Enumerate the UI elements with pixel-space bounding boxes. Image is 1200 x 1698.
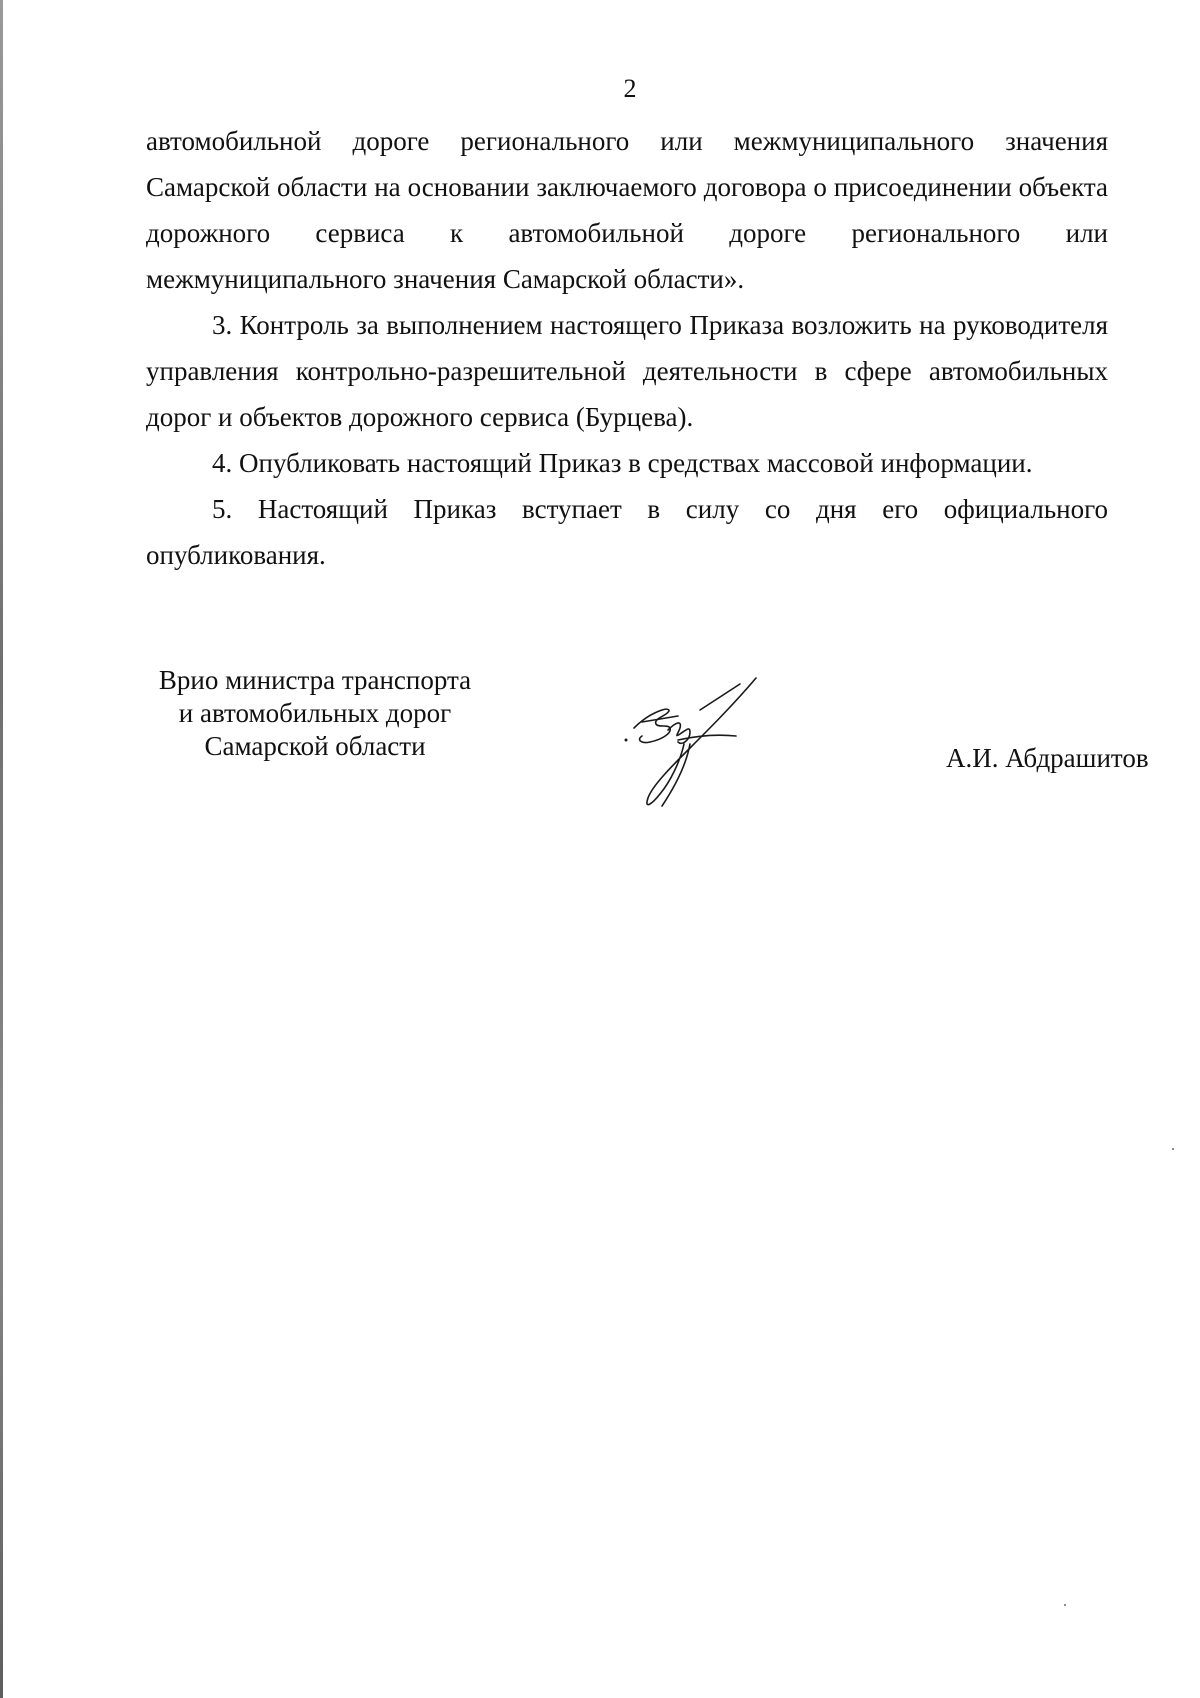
scan-speck [1064, 1604, 1066, 1606]
scan-edge [0, 0, 3, 1698]
paragraph-continuation: автомобильной дороге регионального или межмуниципального значения Самарской области на основании заключаемого договора о присоединении объекта дорожного сервиса к автомобильной дороге регионального или межмуниципального значения Самарской области». [146, 126, 1108, 294]
paragraph-item-4: 4. Опубликовать настоящий Приказ в средствах массовой информации. [212, 448, 1033, 478]
page-number: 2 [623, 74, 637, 103]
scan-speck [1172, 1148, 1174, 1150]
signatory-title-line: и автомобильных дорог [178, 698, 452, 728]
handwritten-signature [620, 670, 790, 820]
signatory-title-line: Самарской области [204, 731, 426, 761]
paragraph-item-3: 3. Контроль за выполнением настоящего Приказа возложить на руководителя управления контрольно-разрешительной деятельности в сфере автомобильных дорог и объектов дорожного сервиса (Бурцева). [146, 310, 1108, 432]
signatory-name: А.И. Абдрашитов [946, 743, 1149, 773]
paragraph-item-5: 5. Настоящий Приказ вступает в силу со дня его официального опубликования. [146, 494, 1108, 570]
document-body [146, 118, 1108, 578]
signatory-title [130, 664, 500, 763]
signatory-title-line: Врио министра транспорта [158, 665, 472, 695]
